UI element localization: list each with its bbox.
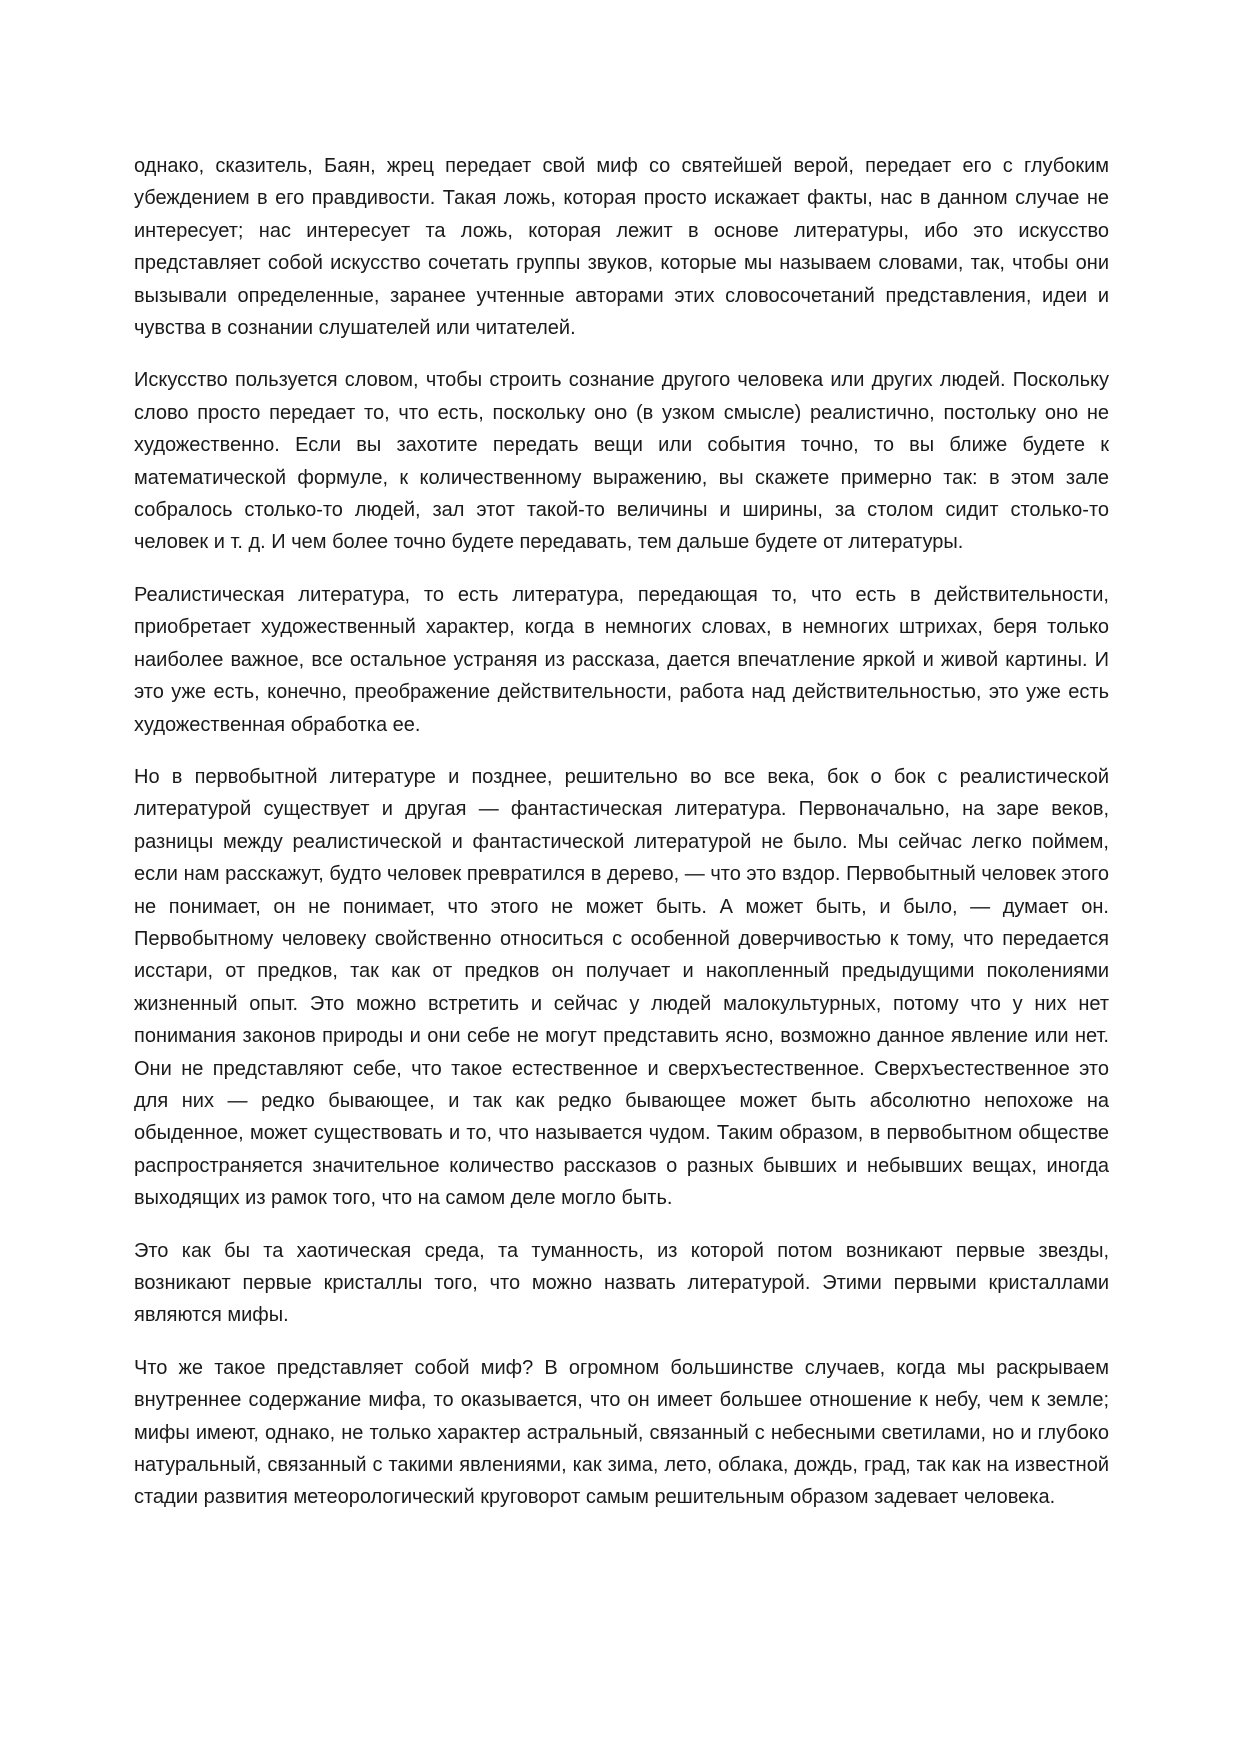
paragraph-2: Искусство пользуется словом, чтобы строить сознание другого человека или других людей. Поскольку слово просто передает то, что есть, поскольку оно (в узком смысле) реалистично, постольку оно не художественно. Если вы захотите передать вещи или события точно, то вы ближе будете к математической формуле, к количественному выражению, вы скажете примерно так: в этом зале собралось столько-то людей, зал этот такой-то величины и ширины, за столом сидит столько-то человек и т. д. И чем более точно будете передавать, тем дальше будете от литературы. bbox=[134, 369, 1109, 554]
body-text bbox=[134, 150, 1109, 1534]
paragraph-1: однако, сказитель, Баян, жрец передает свой миф со святейшей верой, передает его с глубоким убеждением в его правдивости. Такая ложь, которая просто искажает факты, нас в данном случае не интересует; нас интересует та ложь, которая лежит в основе литературы, ибо это искусство представляет собой искусство сочетать группы звуков, которые мы называем словами, так, чтобы они вызывали определенные, заранее учтенные авторами этих словосочетаний представления, идеи и чувства в сознании слушателей или читателей. bbox=[134, 155, 1109, 340]
paragraph-3: Реалистическая литература, то есть литература, передающая то, что есть в действительности, приобретает художественный характер, когда в немногих словах, в немногих штрихах, беря только наиболее важное, все остальное устраняя из рассказа, дается впечатление яркой и живой картины. И это уже есть, конечно, преображение действительности, работа над действительностью, это уже есть художественная обработка ее. bbox=[134, 583, 1109, 736]
paragraph-4: Но в первобытной литературе и позднее, решительно во все века, бок о бок с реалистической литературой существует и другая — фантастическая литература. Первоначально, на заре веков, разницы между реалистической и фантастической литературой не было. Мы сейчас легко поймем, если нам расскажут, будто человек превратился в дерево, — что это вздор. Первобытный человек этого не понимает, он не понимает, что этого не может быть. А может быть, и было, — думает он. Первобытному человеку свойственно относиться с особенной доверчивостью к тому, что передается исстари, от предков, так как от предков он получает и накопленный предыдущими поколениями жизненный опыт. Это можно встретить и сейчас у людей малокультурных, потому что у них нет понимания законов природы и они себе не могут представить ясно, возможно данное явление или нет. Они не представляют себе, что такое естественное и сверхъестественное. Сверхъестественное это для них — редко бывающее, и так как редко бывающее может быть абсолютно непохоже на обыденное, может существовать и то, что называется чудом. Таким образом, в первобытном обществе распространяется значительное количество рассказов о разных бывших и небывших вещах, иногда выходящих из рамок того, что на самом деле могло быть. bbox=[134, 765, 1109, 1210]
paragraph-6: Что же такое представляет собой миф? В огромном большинстве случаев, когда мы раскрываем внутреннее содержание мифа, то оказывается, что он имеет большее отношение к небу, чем к земле; мифы имеют, однако, не только характер астральный, связанный с небесными светилами, но и глубоко натуральный, связанный с такими явлениями, как зима, лето, облака, дождь, град, так как на известной стадии развития метеорологический круговорот самым решительным образом задевает человека. bbox=[134, 1356, 1109, 1509]
paragraph-5: Это как бы та хаотическая среда, та туманность, из которой потом возникают первые звезды, возникают первые кристаллы того, что можно назвать литературой. Этими первыми кристаллами являются мифы. bbox=[134, 1239, 1109, 1327]
